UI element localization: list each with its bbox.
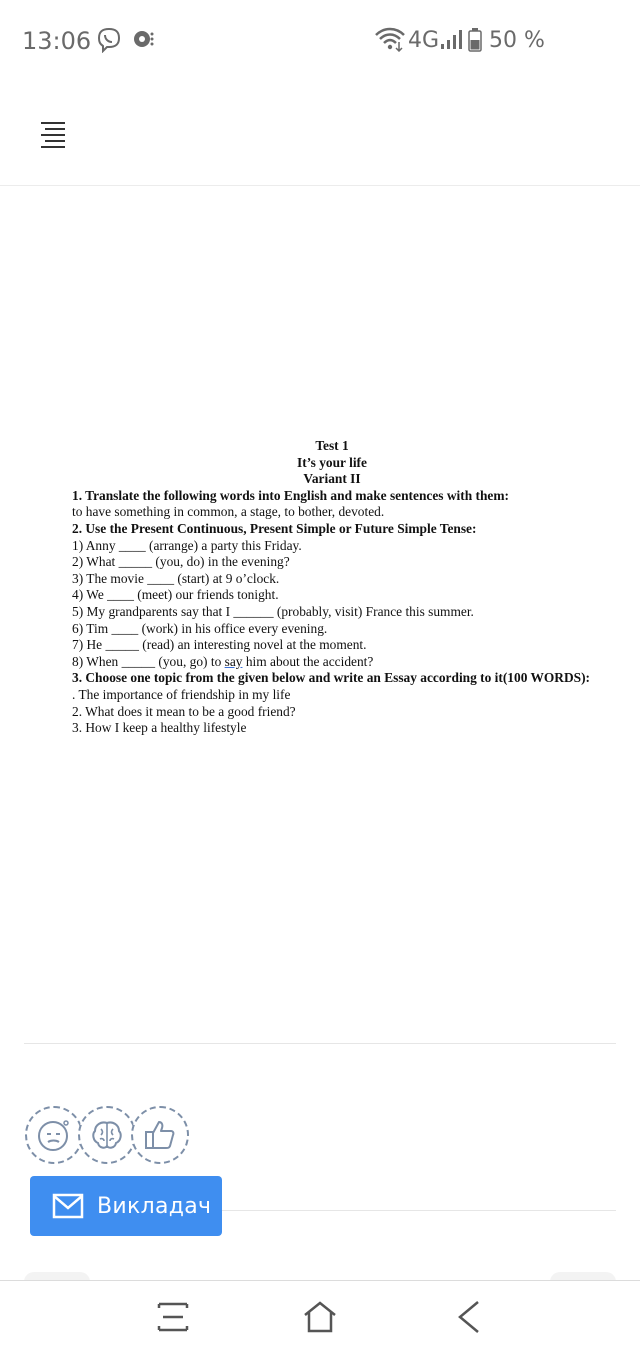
battery-percent: 50 % bbox=[489, 28, 545, 53]
task3-topic: . The importance of friendship in my life bbox=[72, 686, 291, 702]
thinking-face-icon bbox=[36, 1117, 72, 1153]
recent-apps-icon bbox=[155, 1299, 191, 1335]
thumbs-up-icon bbox=[142, 1117, 178, 1153]
brain-icon bbox=[89, 1117, 125, 1153]
viber-icon bbox=[96, 27, 122, 53]
wifi-icon bbox=[374, 26, 406, 52]
network-type: 4G bbox=[408, 28, 440, 53]
navigation-bar bbox=[0, 1280, 640, 1352]
answer-divider bbox=[222, 1210, 616, 1211]
task2-item: 2) What _____ (you, do) in the evening? bbox=[72, 554, 290, 570]
doc-title: Test 1 bbox=[315, 438, 349, 453]
back-icon bbox=[452, 1299, 488, 1335]
doc-variant: Variant II bbox=[303, 471, 361, 487]
thinking-face-reaction-button[interactable] bbox=[25, 1106, 83, 1164]
task2-item8-end: him about the accident? bbox=[242, 653, 374, 669]
back-button[interactable] bbox=[452, 1299, 488, 1335]
task2-item: 4) We ____ (meet) our friends tonight. bbox=[72, 587, 279, 603]
home-button[interactable] bbox=[302, 1299, 338, 1335]
task2-item: 5) My grandparents say that I ______ (probably, visit) France this summer. bbox=[72, 603, 474, 619]
recent-apps-button[interactable] bbox=[155, 1299, 191, 1335]
signal-icon bbox=[440, 28, 462, 50]
teacher-button-label: Викладач bbox=[97, 1194, 212, 1219]
cast-icon bbox=[132, 27, 156, 51]
status-time: 13:06 bbox=[22, 27, 92, 55]
task2-item: 1) Anny ____ (arrange) a party this Friday. bbox=[72, 537, 302, 553]
task3-heading: 3. Choose one topic from the given below and write an Essay according to it(100 WORDS): bbox=[72, 670, 591, 686]
teacher-button[interactable] bbox=[30, 1176, 222, 1236]
document-page bbox=[72, 438, 592, 737]
task2-item: 6) Tim ____ (work) in his office every evening. bbox=[72, 620, 328, 636]
status-bar bbox=[0, 0, 640, 82]
task3-topic: 2. What does it mean to be a good friend? bbox=[72, 703, 296, 719]
thumbs-up-reaction-button[interactable] bbox=[131, 1106, 189, 1164]
task2-item: 7) He _____ (read) an interesting novel at the moment. bbox=[72, 637, 367, 653]
task1-words: to have something in common, a stage, to bother, devoted. bbox=[72, 504, 385, 520]
doc-subtitle: It’s your life bbox=[297, 454, 367, 470]
home-icon bbox=[302, 1299, 338, 1335]
battery-icon bbox=[468, 28, 482, 52]
content-divider bbox=[24, 1043, 616, 1044]
task1-heading: 1. Translate the following words into English and make sentences with them: bbox=[72, 487, 509, 503]
toolbar-divider bbox=[0, 185, 640, 186]
task2-heading: 2. Use the Present Continuous, Present Simple or Future Simple Tense: bbox=[72, 520, 477, 536]
task2-item8-start: 8) When _____ (you, go) to bbox=[72, 653, 225, 669]
task2-item: 3) The movie ____ (start) at 9 o’clock. bbox=[72, 570, 280, 586]
text-align-menu-icon[interactable] bbox=[36, 118, 70, 152]
mail-icon bbox=[52, 1192, 84, 1220]
task2-item-8 bbox=[72, 654, 592, 671]
task3-topic: 3. How I keep a healthy lifestyle bbox=[72, 720, 247, 736]
brain-reaction-button[interactable] bbox=[78, 1106, 136, 1164]
task2-item8-underlined: say bbox=[224, 653, 243, 669]
